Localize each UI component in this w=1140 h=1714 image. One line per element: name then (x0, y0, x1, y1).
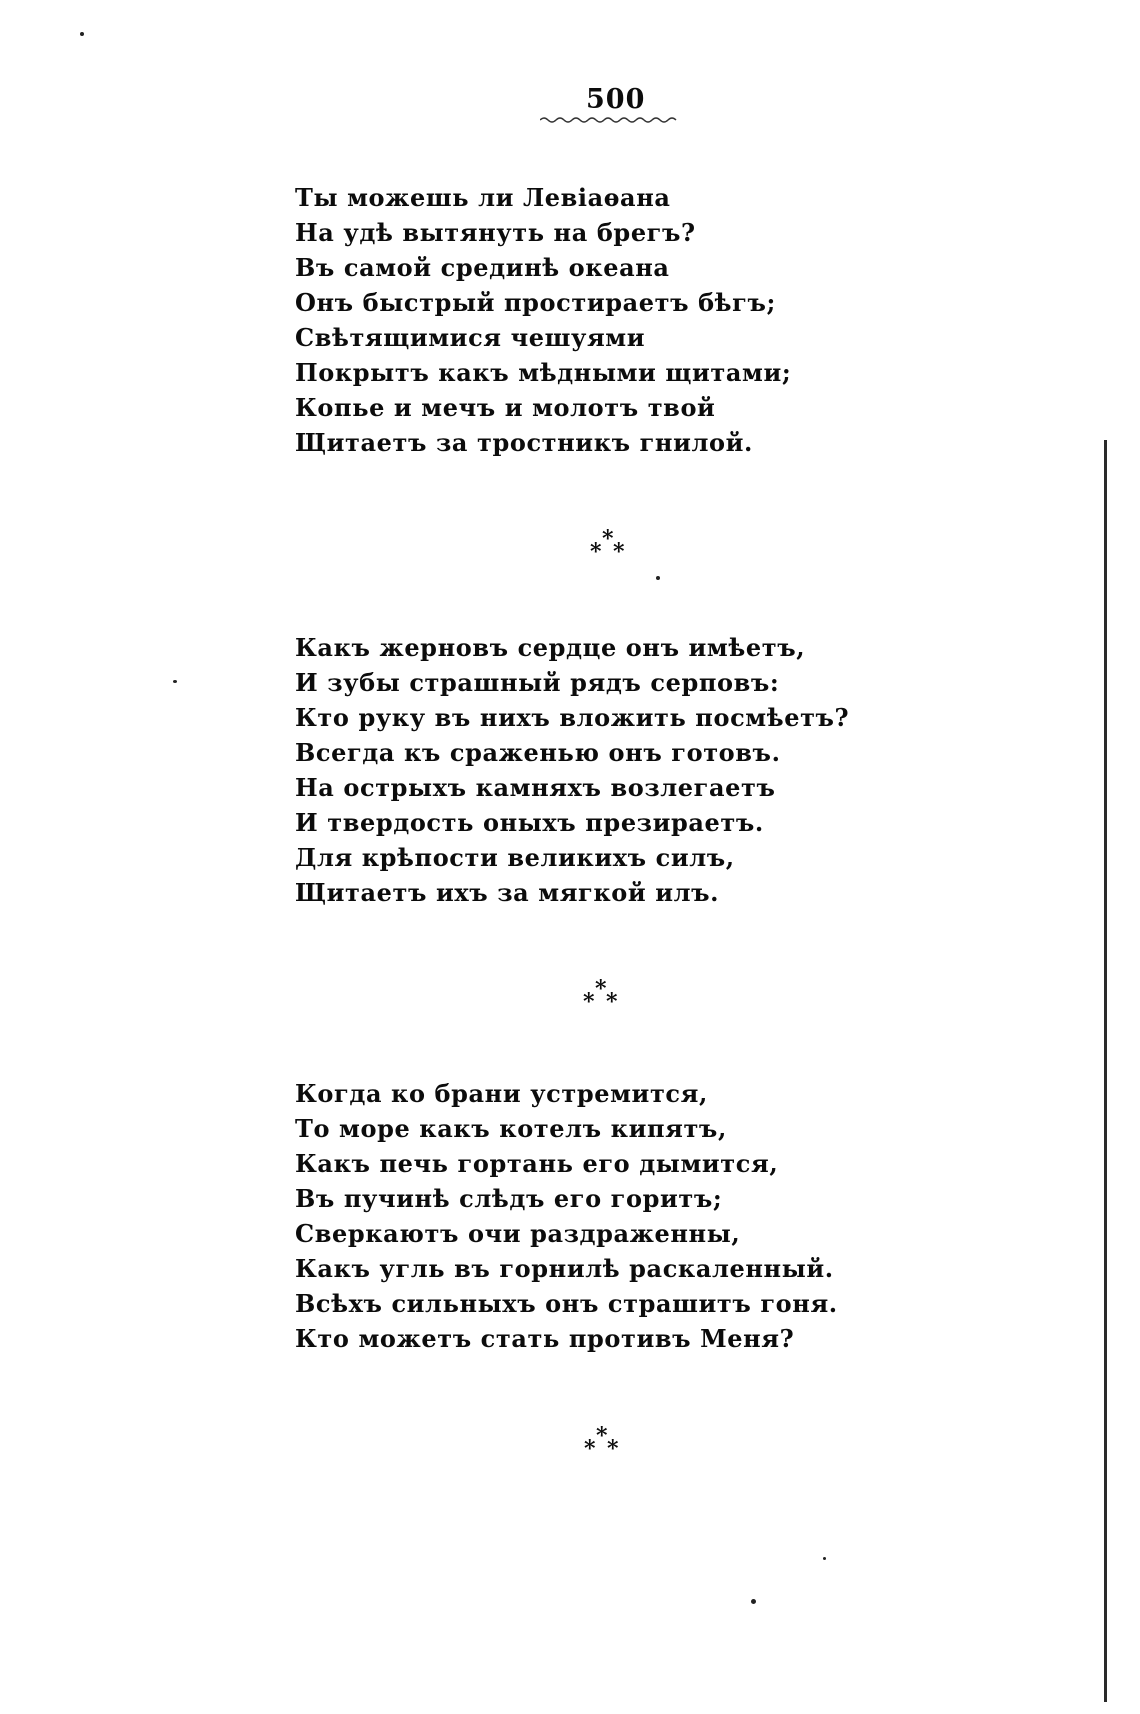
asterism-divider (588, 528, 634, 568)
asterism-star: * (590, 539, 602, 565)
stanza-3 (295, 1076, 855, 1356)
verse-line: На острыхъ камняхъ возлегаетъ (295, 773, 776, 802)
verse-line: Когда ко брани устремится, (295, 1079, 708, 1108)
page-edge-line (1104, 440, 1107, 1702)
asterism-star: * (607, 1436, 619, 1462)
verse-line: Сверкаютъ очи раздраженны, (295, 1219, 741, 1248)
verse-line: Кто руку въ нихъ вложить посмѣетъ? (295, 703, 850, 732)
verse-line: И твердость оныхъ презираетъ. (295, 808, 764, 837)
verse-line: Какъ жерновъ сердце онъ имѣетъ, (295, 633, 806, 662)
verse-line: Какъ печь гортань его дымится, (295, 1149, 779, 1178)
asterism-star: * (595, 976, 607, 1002)
asterism-star: * (596, 1423, 608, 1449)
asterism-divider (581, 978, 627, 1018)
asterism-star: * (613, 539, 625, 565)
verse-line: На удѣ вытянуть на брегъ? (295, 218, 696, 247)
verse-line: Онъ быстрый простираетъ бѣгъ; (295, 288, 776, 317)
verse-line: Кто можетъ стать противъ Меня? (295, 1324, 795, 1353)
page-number-wavy-rule (540, 116, 678, 124)
verse-line: Всегда къ сраженью онъ готовъ. (295, 738, 781, 767)
verse-line: Свѣтящимися чешуями (295, 323, 646, 352)
asterism-star: * (606, 989, 618, 1015)
verse-line: Копье и мечъ и молотъ твой (295, 393, 716, 422)
verse-line: Ты можешь ли Левіаѳана (295, 183, 671, 212)
verse-line: Щитаетъ ихъ за мягкой илъ. (295, 878, 720, 907)
scan-speck (823, 1557, 826, 1560)
scan-speck (751, 1599, 756, 1604)
verse-line: Въ самой срединѣ океана (295, 253, 670, 282)
asterism-star: * (584, 1436, 596, 1462)
verse-line: Въ пучинѣ слѣдъ его горитъ; (295, 1184, 723, 1213)
verse-line: И зубы страшный рядъ серповъ: (295, 668, 780, 697)
asterism-divider (582, 1425, 628, 1465)
scan-speck (656, 576, 660, 580)
verse-line: Для крѣпости великихъ силъ, (295, 843, 735, 872)
verse-line: То море какъ котелъ кипятъ, (295, 1114, 727, 1143)
stanza-1 (295, 180, 855, 460)
verse-line: Всѣхъ сильныхъ онъ страшитъ гоня. (295, 1289, 838, 1318)
scan-speck (173, 680, 177, 683)
stanza-2 (295, 630, 855, 910)
verse-line: Покрытъ какъ мѣдными щитами; (295, 358, 792, 387)
asterism-star: * (602, 526, 614, 552)
verse-line: Какъ угль въ горнилѣ раскаленный. (295, 1254, 834, 1283)
scan-speck (80, 32, 84, 36)
asterism-star: * (583, 989, 595, 1015)
page-number: 500 (586, 84, 646, 115)
verse-line: Щитаетъ за тростникъ гнилой. (295, 428, 753, 457)
